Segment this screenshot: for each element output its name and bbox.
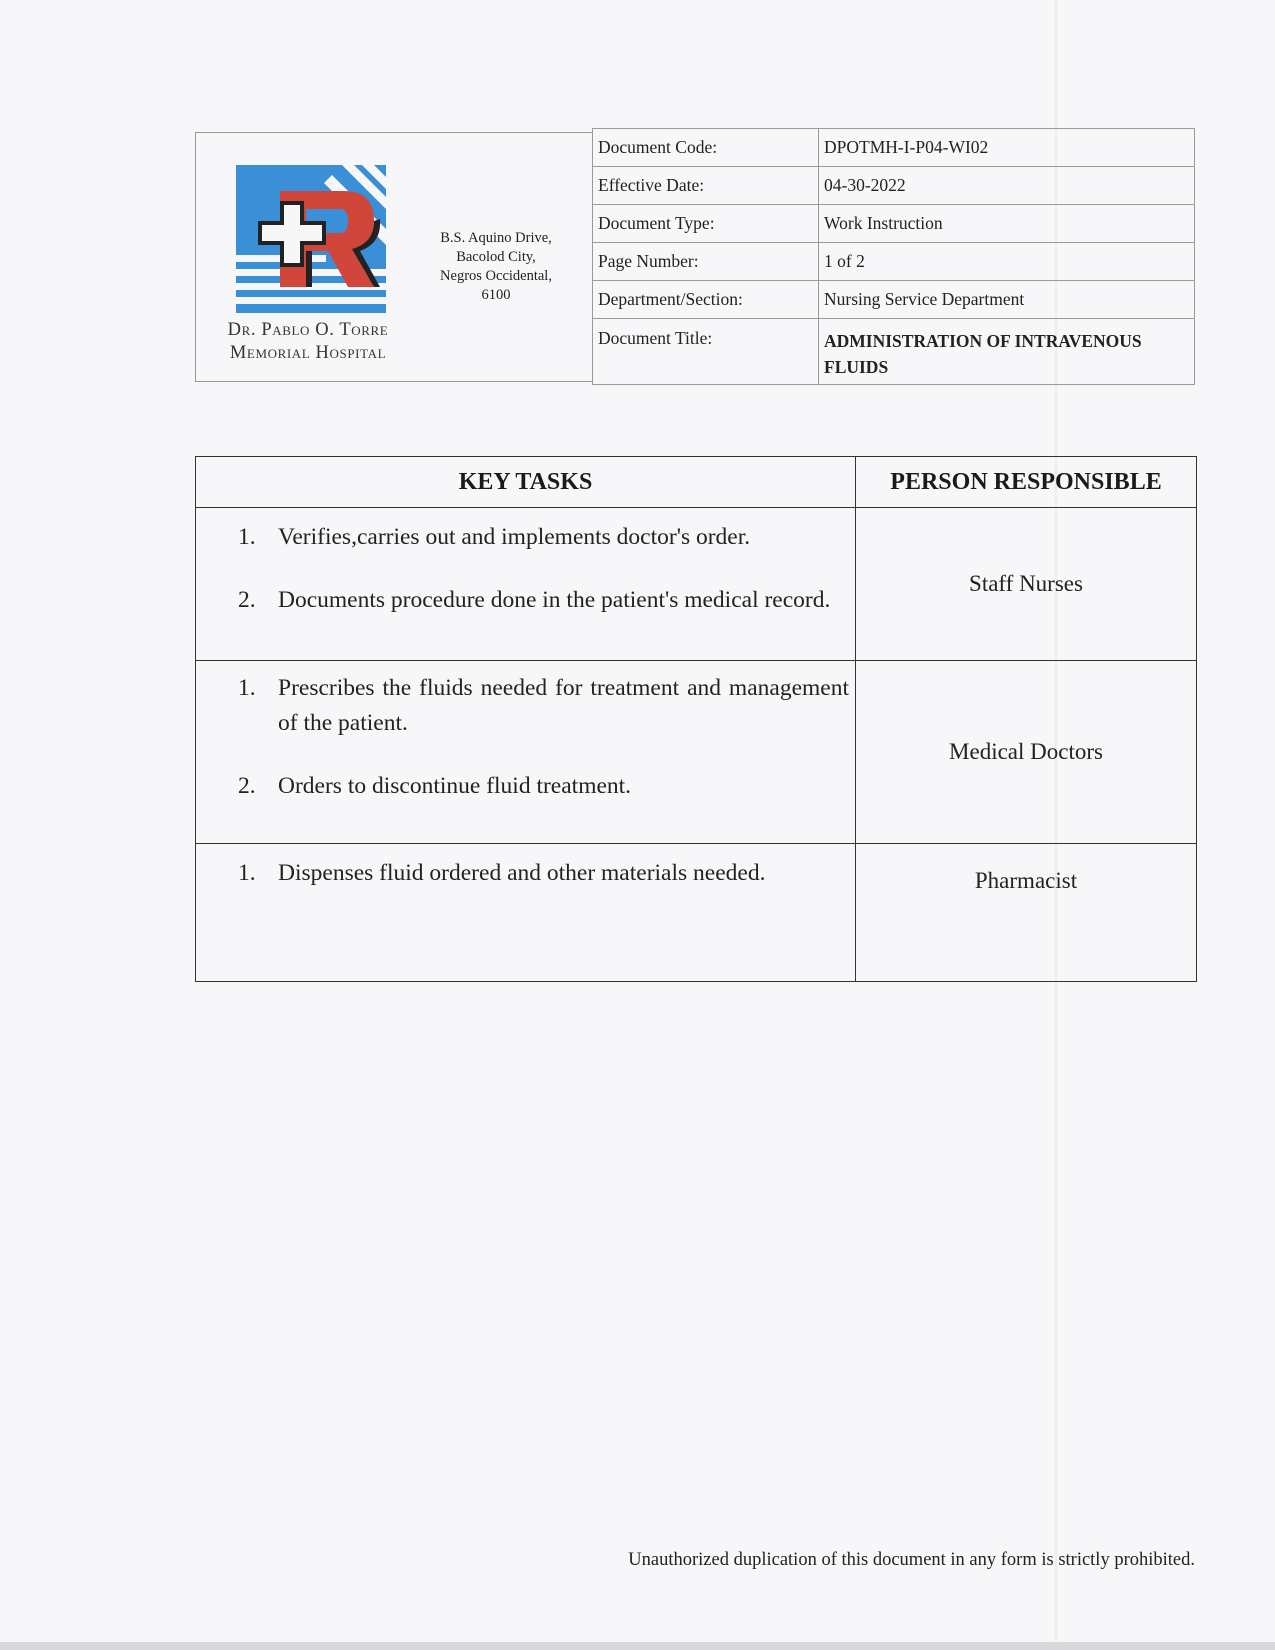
task-list: [196, 671, 849, 804]
tasks-cell: [196, 508, 856, 661]
person-responsible: Staff Nurses: [856, 508, 1197, 661]
task-text: Orders to discontinue fluid treatment.: [278, 773, 632, 799]
hospital-logo-box: [195, 132, 592, 382]
info-label: Department/Section:: [593, 281, 819, 319]
info-value: 04-30-2022: [819, 167, 1195, 205]
task-list: [196, 520, 849, 618]
task-text: Verifies,carries out and implements doctor's order.: [278, 524, 751, 550]
person-responsible-header: PERSON RESPONSIBLE: [856, 457, 1197, 508]
task-number: 2.: [238, 773, 256, 799]
document-title: ADMINISTRATION OF INTRAVENOUS FLUIDS: [819, 319, 1195, 385]
info-label: Effective Date:: [593, 167, 819, 205]
info-label: Document Title:: [593, 319, 819, 385]
task-number: 1.: [238, 524, 256, 550]
info-value: DPOTMH-I-P04-WI02: [819, 129, 1195, 167]
table-header-row: [196, 457, 1197, 508]
info-value: Work Instruction: [819, 205, 1195, 243]
task-text: Prescribes the fluids needed for treatment and management of the patient.: [278, 675, 849, 736]
info-row: [593, 205, 1195, 243]
info-row: [593, 319, 1195, 385]
address-line: B.S. Aquino Drive,: [440, 230, 552, 246]
task-text: Dispenses fluid ordered and other materials needed.: [278, 860, 766, 886]
key-tasks-table: [195, 456, 1197, 982]
list-item: [196, 520, 849, 555]
info-label: Document Code:: [593, 129, 819, 167]
task-number: 1.: [238, 860, 256, 886]
tasks-cell: [196, 844, 856, 982]
info-value: 1 of 2: [819, 243, 1195, 281]
info-row: [593, 281, 1195, 319]
footer-notice: Unauthorized duplication of this document in any form is strictly prohibited.: [628, 1550, 1195, 1570]
address-line: 6100: [481, 287, 511, 303]
table-row: [196, 844, 1197, 982]
address-line: Bacolod City,: [456, 249, 536, 265]
info-label: Document Type:: [593, 205, 819, 243]
list-item: [196, 671, 849, 741]
task-number: 1.: [238, 675, 256, 701]
info-row: [593, 167, 1195, 205]
person-responsible: Pharmacist: [856, 844, 1197, 982]
list-item: [196, 583, 849, 618]
hospital-name-line2: Memorial Hospital: [229, 343, 387, 363]
info-row: [593, 243, 1195, 281]
info-row: [593, 129, 1195, 167]
task-text: Documents procedure done in the patient's medical record.: [278, 587, 831, 613]
person-responsible: Medical Doctors: [856, 661, 1197, 844]
key-tasks-header: KEY TASKS: [196, 457, 856, 508]
scan-bottom-edge: [0, 1642, 1275, 1650]
task-number: 2.: [238, 587, 256, 613]
hospital-name-line1: Dr. Pablo O. Torre: [227, 320, 389, 340]
hospital-logo: [232, 163, 392, 313]
info-label: Page Number:: [593, 243, 819, 281]
info-value: Nursing Service Department: [819, 281, 1195, 319]
table-row: [196, 661, 1197, 844]
table-row: [196, 508, 1197, 661]
document-info-table: [592, 128, 1195, 385]
hospital-address: [421, 229, 571, 305]
list-item: [196, 856, 849, 891]
list-item: [196, 769, 849, 804]
hospital-name: [198, 319, 418, 365]
address-line: Negros Occidental,: [440, 268, 552, 284]
task-list: [196, 856, 849, 891]
tasks-cell: [196, 661, 856, 844]
document-header: [195, 132, 1195, 382]
